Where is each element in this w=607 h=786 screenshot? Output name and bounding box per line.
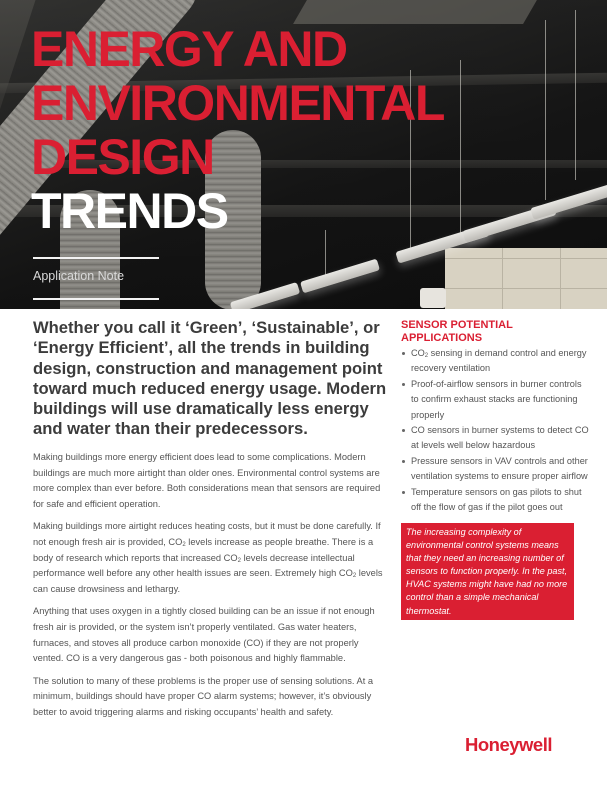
callout-box: The increasing complexity of environmental control systems means that they need an increasing number of sensors to function properly. In the past, HVAC systems might have had no more control than a simple mechanical thermostat. bbox=[401, 523, 574, 620]
light-fixture bbox=[300, 259, 380, 294]
body-text bbox=[33, 450, 391, 728]
sidebar-heading-line: SENSOR POTENTIAL bbox=[401, 319, 513, 331]
title-line-trends: TRENDS bbox=[31, 183, 228, 239]
divider bbox=[33, 298, 159, 300]
list-item: Temperature sensors on gas pilots to shut off the flow of gas if the pilot goes out bbox=[401, 485, 591, 516]
list-item: $CO_2$ sensing in demand control and energy recovery ventilation bbox=[401, 346, 591, 377]
block-wall bbox=[445, 248, 607, 309]
applications-list bbox=[401, 346, 591, 515]
honeywell-logo: Honeywell bbox=[465, 734, 552, 755]
body-paragraph: Anything that uses oxygen in a tightly closed building can be an issue if not enough fresh air is provided, or the system isn’t properly ventilated. Gas water heaters, furnaces, and stoves all produce carbon monoxide (CO) if they are not properly vented. CO is a very dangerous gas - both poisonous and highly flammable. bbox=[33, 606, 375, 664]
light-wire bbox=[575, 10, 576, 180]
title-line: ENVIRONMENTAL bbox=[31, 75, 444, 131]
list-item: CO sensors in burner systems to detect CO at levels well below hazardous bbox=[401, 423, 591, 454]
title-line: DESIGN bbox=[31, 129, 214, 185]
title-line: ENERGY AND bbox=[31, 21, 347, 77]
body-paragraph: Making buildings more airtight reduces heating costs, but it must be done carefully. If not enough fresh air is provided, $CO_2$ levels increase as people breathe. There is a body of research which reports that increased $CO_2$ levels decrease intellectual performance well before any other health issues are seen. Extremely high $CO_2$ levels can cause drowsiness and lethargy. bbox=[33, 521, 383, 594]
light-wire bbox=[545, 20, 546, 200]
light-wire bbox=[460, 60, 461, 240]
hero-photo bbox=[0, 0, 607, 309]
document-title bbox=[31, 22, 444, 238]
body-paragraph: The solution to many of these problems is the proper use of sensing solutions. At a minimum, buildings should have proper CO alarm systems; however, it’s obviously better to avoid triggering alarms and risking occupants’ health and safety. bbox=[33, 675, 374, 717]
sensor-applications-sidebar bbox=[401, 319, 591, 515]
document-type-label: Application Note bbox=[33, 269, 125, 283]
lead-paragraph: Whether you call it ‘Green’, ‘Sustainable’, or ‘Energy Efficient’, all the trends in building design, construction and management point toward much reduced energy usage. Modern buildings will use dramatically less energy and water than their predecessors. bbox=[33, 318, 387, 439]
sidebar-heading-line: APPLICATIONS bbox=[401, 331, 483, 344]
list-item: Pressure sensors in VAV controls and other ventilation systems to ensure proper airflow bbox=[401, 454, 591, 485]
list-item: Proof-of-airflow sensors in burner controls to confirm exhaust stacks are functioning properly bbox=[401, 377, 591, 423]
divider bbox=[33, 257, 159, 259]
wall-fixture bbox=[420, 288, 446, 308]
sidebar-heading bbox=[401, 319, 591, 344]
body-paragraph: Making buildings more energy efficient does lead to some complications. Modern buildings are much more airtight than older ones. Environmental control systems are more complex than ever before. Both considerations mean that sensors are required for safe and efficient operation. bbox=[33, 452, 381, 509]
